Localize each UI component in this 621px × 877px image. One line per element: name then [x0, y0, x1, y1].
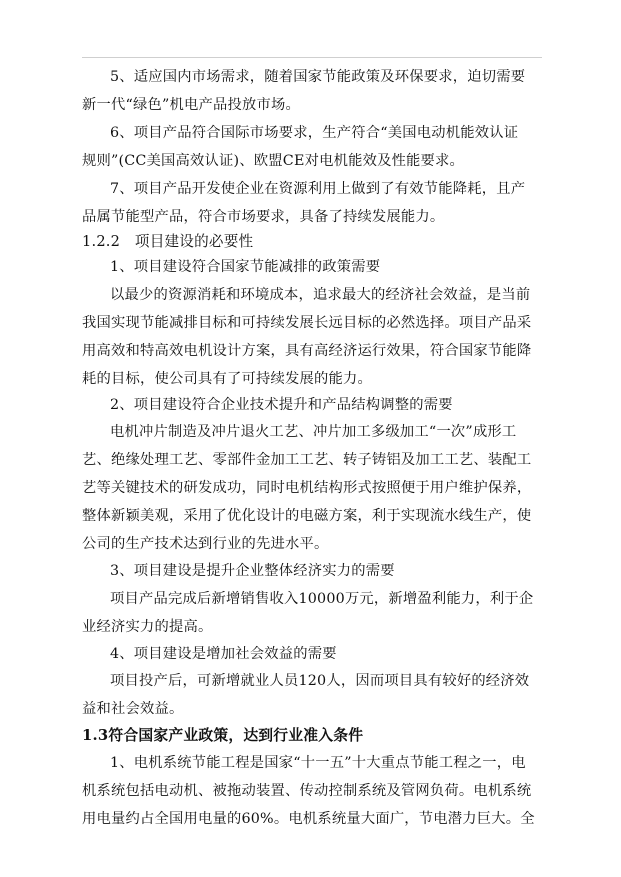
item-1-line-1: 以最少的资源消耗和环境成本，追求最大的经济社会效益，是当前 — [110, 287, 531, 303]
item-1-title: 1、项目建设符合国家节能减排的政策需要 — [110, 259, 381, 275]
section-1-3-heading: 1.3符合国家产业政策，达到行业准入条件 — [82, 727, 364, 744]
section-1-3-line-1: 1、电机系统节能工程是国家“十一五”十大重点节能工程之一，电 — [110, 755, 526, 771]
item-4-title: 4、项目建设是增加社会效益的需要 — [110, 646, 337, 662]
item-1-line-2: 我国实现节能减排目标和可持续发展长远目标的必然选择。项目产品采 — [82, 315, 532, 331]
paragraph-7-line-1: 7、项目产品开发使企业在资源利用上做到了有效节能降耗，且产 — [110, 181, 526, 197]
item-4-line-2: 益和社会效益。 — [82, 701, 184, 717]
item-2-title: 2、项目建设符合企业技术提升和产品结构调整的需要 — [110, 397, 453, 413]
item-2-line-2: 艺、绝缘处理工艺、零部件金加工工艺、转子铸铝及加工工艺、装配工 — [82, 452, 532, 468]
item-2-line-5: 公司的生产技术达到行业的先进水平。 — [82, 536, 329, 552]
item-2-line-1: 电机冲片制造及冲片退火工艺、冲片加工多级加工“一次”成形工 — [110, 424, 517, 440]
item-3-line-1: 项目产品完成后新增销售收入10000万元，新增盈利能力，利于企 — [110, 591, 534, 607]
section-1-3-line-2: 机系统包括电动机、被拖动装置、传动控制系统及管网负荷。电机系统 — [82, 783, 532, 799]
item-2-line-3: 艺等关键技术的研发成功，同时电机结构形式按照便于用户维护保养， — [82, 480, 532, 496]
item-3-line-2: 业经济实力的提高。 — [82, 619, 213, 635]
paragraph-6-line-1: 6、项目产品符合国际市场要求，生产符合“美国电动机能效认证 — [110, 125, 519, 141]
item-1-line-3: 用高效和特高效电机设计方案，具有高经济运行效果，符合国家节能降 — [82, 343, 532, 359]
item-3-title: 3、项目建设是提升企业整体经济实力的需要 — [110, 563, 395, 579]
paragraph-5-line-2: 新一代“绿色”机电产品投放市场。 — [82, 97, 300, 113]
item-2-line-4: 整体新颖美观，采用了优化设计的电磁方案，利于实现流水线生产，使 — [82, 508, 532, 524]
paragraph-5-line-1: 5、适应国内市场需求，随着国家节能政策及环保要求，迫切需要 — [110, 69, 526, 85]
heading-1-2-2: 1.2.2 项目建设的必要性 — [82, 233, 254, 250]
item-4-line-1: 项目投产后，可新增就业人员120人，因而项目具有较好的经济效 — [110, 673, 530, 689]
paragraph-6-line-2: 规则”(CC美国高效认证)、欧盟CE对电机能效及性能要求。 — [82, 153, 465, 169]
section-1-3-line-3: 用电量约占全国用电量的60%。电机系统量大面广，节电潜力巨大。全 — [82, 811, 535, 827]
header-rule — [82, 57, 542, 58]
paragraph-7-line-2: 品属节能型产品，符合市场要求，具备了持续发展能力。 — [82, 209, 445, 225]
item-1-line-4: 耗的目标，使公司具有了可持续发展的能力。 — [82, 371, 372, 387]
